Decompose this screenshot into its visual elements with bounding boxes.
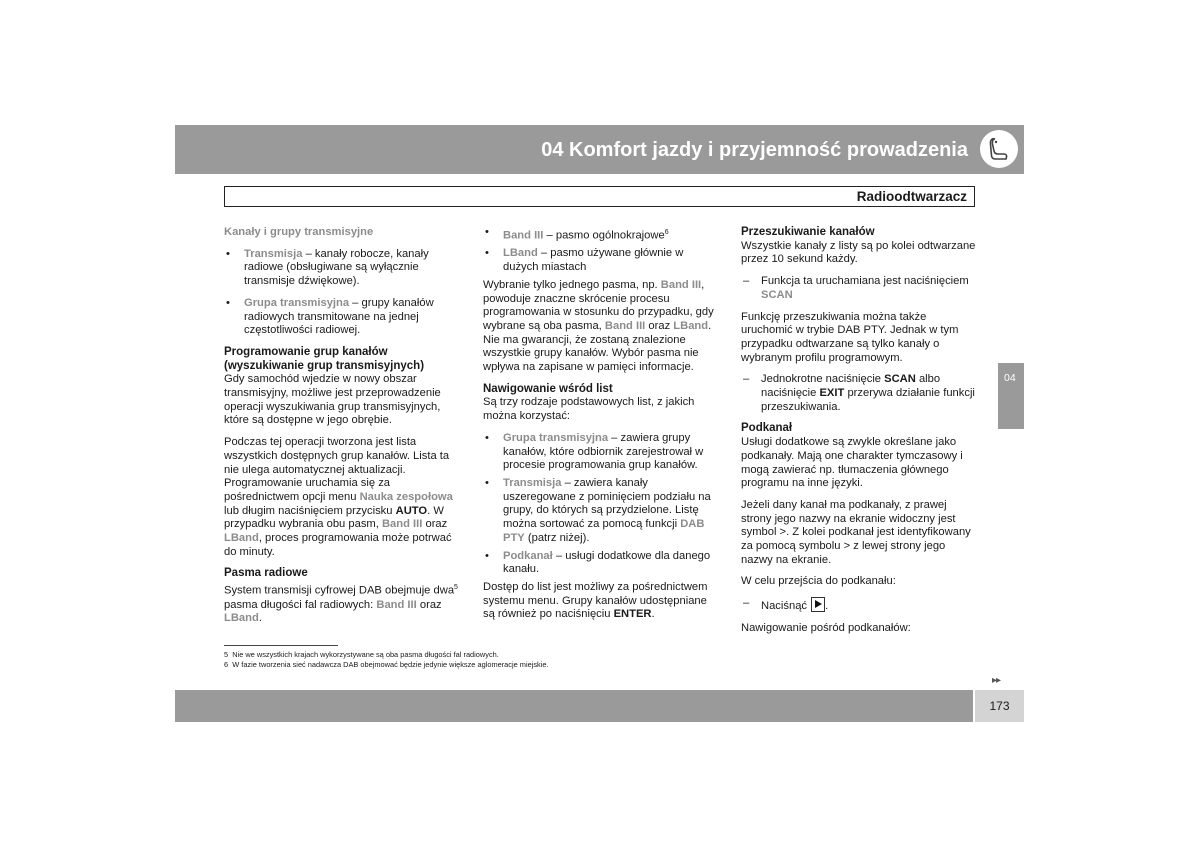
text: oraz <box>416 598 442 611</box>
paragraph <box>224 436 459 559</box>
band-term: LBand <box>224 532 259 545</box>
list-item <box>483 247 718 274</box>
bullet-mark: • <box>485 431 489 444</box>
dash-mark: – <box>743 275 750 288</box>
term-podkanal: Podkanał <box>503 549 553 562</box>
paragraph <box>224 581 459 626</box>
term-grupa-transmisyjna: Grupa transmisyjna <box>244 296 350 309</box>
button-term: SCAN <box>761 288 793 301</box>
button-term: EXIT <box>819 387 845 400</box>
term-grupa-transmisyjna: Grupa transmisyjna <box>503 431 609 444</box>
continue-arrows-icon: ▸▸ <box>992 675 1001 686</box>
bullet-mark: • <box>226 296 230 309</box>
dash-item <box>741 597 976 614</box>
footnote-number: 6 <box>224 660 229 669</box>
bullet-mark: • <box>485 226 489 238</box>
list-item-text: przerywa działanie funkcji przeszukiwania. <box>761 387 975 413</box>
list-item-text: – zawiera grupy kanałów, które odbiornik zarejestrował w procesie programowania grup kanałów. <box>503 431 704 472</box>
footnote-number: 5 <box>224 650 229 659</box>
footer-band <box>175 690 973 722</box>
text: System transmisji cyfrowej DAB obejmuje dwa <box>224 584 455 597</box>
paragraph <box>483 279 718 375</box>
heading-programming <box>224 346 459 373</box>
footnote-text: W fazie tworzenia sieć nadawcza DAB obejmować będzie jedynie większe aglomeracje miejskie. <box>232 660 549 669</box>
column-1 <box>224 226 459 634</box>
button-term: AUTO <box>395 504 428 517</box>
column-2 <box>483 226 718 630</box>
list-item-text: – usługi dodatkowe dla danego kanału. <box>503 549 711 576</box>
paragraph: Gdy samochód wjedzie w nowy obszar transmisyjny, możliwe jest przeprowadzenie operacji wyszukiwania grup transmisyjnych, które są dostępne w jego obrębie. <box>224 373 441 427</box>
paragraph: Nawigowanie pośród podkanałów: <box>741 621 911 634</box>
band-term: Band III <box>604 319 646 332</box>
list-item-text: – grupy kanałów radiowych transmitowane na jednej częstotliwości radiowej. <box>244 296 434 337</box>
text: Wybranie tylko jednego pasma, np. <box>483 278 661 291</box>
section-title: Radioodtwarzacz <box>856 189 967 204</box>
text: Dostęp do list jest możliwy za pośrednictwem systemu menu. Grupy kanałów udostępniane są również po naciśnięciu <box>483 580 708 621</box>
band-term: Band III <box>376 598 417 611</box>
heading-radio-bands: Pasma radiowe <box>224 567 308 580</box>
button-term: ENTER <box>613 608 652 621</box>
heading-channel-scan: Przeszukiwanie kanałów <box>741 226 875 238</box>
list-item-text: (patrz niżej). <box>524 531 590 544</box>
footnote-5 <box>224 650 499 659</box>
band-term: LBand <box>673 319 709 332</box>
list-item <box>224 297 459 338</box>
list-item <box>483 432 718 473</box>
text: lub długim naciśnięciem przycisku <box>224 504 396 517</box>
list-item-text: albo naciśnięcie <box>761 373 941 400</box>
list-item <box>483 477 718 546</box>
list-item-text: Naciśnąć <box>761 600 811 613</box>
list-item-text: Funkcja ta uruchamiana jest naciśnięciem <box>761 275 969 288</box>
dash-item <box>741 275 976 302</box>
term-transmisja: Transmisja <box>244 247 303 260</box>
term-transmisja: Transmisja <box>503 476 562 489</box>
list-item-text: – kanały robocze, kanały radiowe (obsługiwane są wyłącznie transmisje dźwiękowe). <box>244 247 429 288</box>
band-term: LBand <box>503 247 538 260</box>
text: Podczas tej operacji tworzona jest lista wszystkich dostępnych grup kanałów. Lista ta nie ulega automatycznej aktualizacji. Programowanie uruchamia się za pośrednictwem opcji menu <box>224 436 450 503</box>
band-term: LBand <box>224 612 259 625</box>
chapter-title: 04 Komfort jazdy i przyjemność prowadzenia <box>541 139 968 161</box>
list-item-text: – pasmo ogólnokrajowe <box>543 229 665 242</box>
heading-line: (wyszukiwanie grup transmisyjnych) <box>224 359 425 372</box>
list-item-text: – pasmo używane głównie w dużych miastach <box>503 247 684 274</box>
paragraph <box>483 581 718 622</box>
bullet-mark: • <box>485 247 489 260</box>
band-term: Band III <box>660 278 702 291</box>
menu-term: Nauka zespołowa <box>359 490 453 503</box>
text: , proces programowania może potrwać do minuty. <box>224 532 452 558</box>
list-item-text: Jednokrotne naciśnięcie <box>761 373 885 386</box>
page-number: 173 <box>989 699 1010 713</box>
heading-list-navigation: Nawigowanie wśród list <box>483 382 613 395</box>
chapter-tab-label: 04 <box>1004 372 1016 384</box>
heading-line: Programowanie grup kanałów <box>224 345 388 358</box>
bullet-mark: • <box>226 247 230 260</box>
list-item <box>483 550 718 577</box>
text: pasma długości fal radiowych: <box>224 598 377 611</box>
list-item <box>483 226 718 243</box>
band-term: Band III <box>381 518 423 531</box>
chapter-tab <box>998 363 1024 429</box>
bullet-mark: • <box>485 549 489 562</box>
footnote-divider <box>224 645 338 646</box>
text: . W przypadku wybrania obu pasm, <box>224 504 444 531</box>
dash-item <box>741 373 976 414</box>
section-header <box>224 186 975 207</box>
heading-subchannel: Podkanał <box>741 422 793 435</box>
list-item-text: – zawiera kanały uszeregowane z pominięciem podziału na grupy, do których są przydzielone. Listę można sortować za pomocą funkcji <box>503 476 711 531</box>
text: . <box>258 612 262 625</box>
paragraph: W celu przejścia do podkanału: <box>741 575 896 588</box>
button-term: SCAN <box>884 373 916 386</box>
footnote-ref: 6 <box>664 229 669 236</box>
list-item-text: . <box>825 600 829 613</box>
page-number-box <box>975 690 1024 722</box>
text: . Nie ma gwarancji, że zostaną znalezione wszystkie grupy kanałów. Wybór pasma nie wpływa na zapisane w pamięci informacje. <box>483 319 712 374</box>
paragraph: Jeżeli dany kanał ma podkanały, z prawej strony jego nazwy na ekranie widoczny jest symbol >. Z kolei podkanał jest identyfikowany za pomocą symbolu > z lewej strony jego nazwy na ekranie. <box>741 498 971 566</box>
dash-mark: – <box>743 597 750 610</box>
text: oraz <box>422 518 448 531</box>
paragraph: Wszystkie kanały z listy są po kolei odtwarzane przez 10 sekund każdy. <box>741 239 976 266</box>
heading-channels-groups: Kanały i grupy transmisyjne <box>224 226 374 238</box>
play-right-icon <box>811 597 825 612</box>
text: , powoduje znaczne skrócenie procesu programowania w stosunku do przypadku, gdy wybrane są oba pasma, <box>483 278 714 332</box>
text: . <box>651 608 655 621</box>
dash-mark: – <box>743 373 750 386</box>
column-3 <box>741 226 976 644</box>
paragraph: Usługi dodatkowe są zwykle określane jako podkanały. Mają one charakter tymczasowy i mogą zawierać np. tłumaczenia głównego programu na inne języki. <box>741 436 963 490</box>
footnote-text: Nie we wszystkich krajach wykorzystywane są oba pasma długości fal radiowych. <box>232 650 499 659</box>
paragraph: Są trzy rodzaje podstawowych list, z jakich można korzystać: <box>483 396 695 423</box>
paragraph: Funkcję przeszukiwania można także uruchomić w trybie DAB PTY. Jednak w tym przypadku odtwarzane są tylko kanały o wybranym profilu programowym. <box>741 310 959 364</box>
footnote-ref: 5 <box>454 584 458 592</box>
list-item <box>224 248 459 289</box>
function-term: DAB PTY <box>503 518 705 544</box>
text: oraz <box>645 319 674 332</box>
bullet-mark: • <box>485 476 489 489</box>
chapter-header <box>175 125 1024 174</box>
band-term: Band III <box>503 229 544 242</box>
footnote-6 <box>224 660 549 669</box>
seat-icon <box>980 130 1018 168</box>
